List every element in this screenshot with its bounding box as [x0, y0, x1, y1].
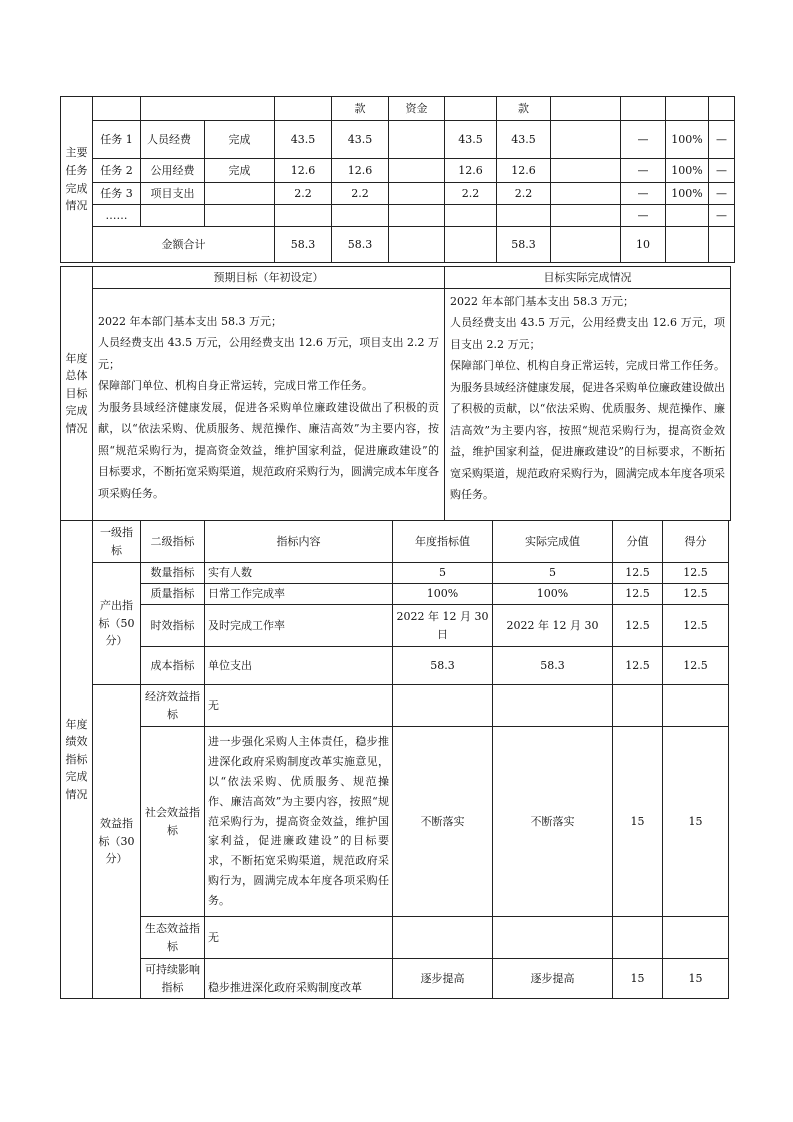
header-cell: [275, 97, 332, 121]
task-id: 任务 2: [93, 159, 141, 183]
task-dash2: —: [709, 183, 735, 205]
header-cell: [445, 97, 497, 121]
actual: 58.3: [493, 647, 613, 685]
task-id: ……: [93, 205, 141, 227]
task-name: 公用经费: [141, 159, 205, 183]
perf-header: 一级指标: [93, 521, 141, 563]
score: 12.5: [613, 605, 663, 647]
target: 不断落实: [393, 727, 493, 917]
score: [613, 685, 663, 727]
total-value: [445, 227, 497, 263]
score: 12.5: [613, 584, 663, 605]
perf-header: 二级指标: [141, 521, 205, 563]
score: [613, 917, 663, 959]
perf-row: [61, 727, 729, 917]
task-value: [389, 121, 445, 159]
task-row: [61, 183, 735, 205]
target: 58.3: [393, 647, 493, 685]
task-status: 完成: [205, 159, 275, 183]
task-value: [551, 183, 621, 205]
task-value: [389, 159, 445, 183]
level2: 经济效益指标: [141, 685, 205, 727]
total-dash2: [709, 227, 735, 263]
got: 15: [663, 727, 729, 917]
task-name: [141, 205, 205, 227]
actual: 5: [493, 563, 613, 584]
header-cell: 资金: [389, 97, 445, 121]
header-cell: [709, 97, 735, 121]
perf-header: 分值: [613, 521, 663, 563]
header-cell: [666, 97, 709, 121]
perf-header: 指标内容: [205, 521, 393, 563]
task-id: 任务 1: [93, 121, 141, 159]
content: 稳步推进深化政府采购制度改革: [205, 959, 393, 999]
task-row: [61, 159, 735, 183]
task-row: [61, 121, 735, 159]
task-pct: 100%: [666, 183, 709, 205]
actual: [493, 685, 613, 727]
perf-row: [61, 959, 729, 999]
task-dash: —: [621, 205, 666, 227]
score: 12.5: [613, 647, 663, 685]
task-value: [389, 205, 445, 227]
content: 进一步强化采购人主体责任，稳步推进深化政府采购制度改革实施意见，以“依法采购、优质服务、规范操作、廉洁高效”为主要内容，按照“规范采购行为，提高资金效益，维护国家利益，促进廉政建设”的目标要求，不断拓宽采购渠道，规范政府采购行为，圆满完成本年度各项采购任务。: [205, 727, 393, 917]
level2: 可持续影响指标: [141, 959, 205, 999]
task-status: [205, 205, 275, 227]
task-row: [61, 205, 735, 227]
perf-row: [61, 605, 729, 647]
score: 12.5: [613, 563, 663, 584]
total-label: 金额合计: [93, 227, 275, 263]
level2: 质量指标: [141, 584, 205, 605]
actual: 逐步提高: [493, 959, 613, 999]
perf-row: [61, 917, 729, 959]
task-value: 43.5: [497, 121, 551, 159]
total-value: 58.3: [275, 227, 332, 263]
got: 15: [663, 959, 729, 999]
task-pct: 100%: [666, 159, 709, 183]
output-group-label: 产出指标（50分）: [93, 563, 141, 685]
task-value: [275, 205, 332, 227]
content: 无: [205, 917, 393, 959]
perf-row: [61, 647, 729, 685]
target: 5: [393, 563, 493, 584]
got: 12.5: [663, 584, 729, 605]
task-dash2: —: [709, 159, 735, 183]
task-value: 12.6: [332, 159, 389, 183]
content: 及时完成工作率: [205, 605, 393, 647]
task-pct: 100%: [666, 121, 709, 159]
perf-header-row: [61, 521, 729, 563]
perf-row: [61, 584, 729, 605]
task-side-label: 主要任务完成情况: [61, 97, 93, 263]
perf-header: 年度指标值: [393, 521, 493, 563]
task-value: [332, 205, 389, 227]
level2: 时效指标: [141, 605, 205, 647]
got: [663, 917, 729, 959]
score: 15: [613, 959, 663, 999]
task-value: [551, 205, 621, 227]
got: [663, 685, 729, 727]
target: 100%: [393, 584, 493, 605]
task-dash: —: [621, 121, 666, 159]
task-value: [551, 159, 621, 183]
task-value: 2.2: [497, 183, 551, 205]
level2: 数量指标: [141, 563, 205, 584]
task-dash: —: [621, 159, 666, 183]
got: 12.5: [663, 647, 729, 685]
expected-header: 预期目标（年初设定）: [93, 267, 445, 289]
task-value: 43.5: [332, 121, 389, 159]
target: 2022 年 12 月 30 日: [393, 605, 493, 647]
actual: [493, 917, 613, 959]
goal-side-label: 年度总体目标完成情况: [61, 267, 93, 521]
total-value: 58.3: [332, 227, 389, 263]
annual-goal-table: [60, 266, 731, 521]
task-value: [445, 205, 497, 227]
goal-body-row: [61, 289, 731, 521]
perf-header: 实际完成值: [493, 521, 613, 563]
task-name: 项目支出: [141, 183, 205, 205]
header-cell: [93, 97, 141, 121]
header-cell: [621, 97, 666, 121]
task-id: 任务 3: [93, 183, 141, 205]
perf-header: 得分: [663, 521, 729, 563]
header-cell: 款: [497, 97, 551, 121]
total-value: 58.3: [497, 227, 551, 263]
actual-header: 目标实际完成情况: [445, 267, 731, 289]
got: 12.5: [663, 563, 729, 584]
task-completion-table: [60, 96, 735, 263]
task-value: 43.5: [275, 121, 332, 159]
actual: 不断落实: [493, 727, 613, 917]
task-value: 2.2: [332, 183, 389, 205]
total-score: 10: [621, 227, 666, 263]
actual: 100%: [493, 584, 613, 605]
content: 单位支出: [205, 647, 393, 685]
task-value: [497, 205, 551, 227]
actual: 2022 年 12 月 30: [493, 605, 613, 647]
actual-text: 2022 年本部门基本支出 58.3 万元； 人员经费支出 43.5 万元，公用经费支出 12.6 万元，项目支出 2.2 万元； 保障部门单位、机构自身正常运转，完成日常工作任务。 为服务县域经济健康发展，促进各采购单位廉政建设做出了积极的贡献，以“依法采购、优质服务、规范操作、廉洁高效”为主要内容，按照“规范采购行为，提高资金效益，维护国家利益，促进廉政建设”的目标要求，不断拓宽采购渠道，规范政府采购行为，圆满完成本年度各项采购任务。: [445, 289, 731, 521]
task-dash2: —: [709, 205, 735, 227]
task-status: 完成: [205, 121, 275, 159]
header-cell: [141, 97, 275, 121]
task-value: 43.5: [445, 121, 497, 159]
performance-table: [60, 520, 729, 999]
level2: 社会效益指标: [141, 727, 205, 917]
content: 日常工作完成率: [205, 584, 393, 605]
task-dash2: —: [709, 121, 735, 159]
perf-row: [61, 685, 729, 727]
level2: 成本指标: [141, 647, 205, 685]
perf-side-label: 年度绩效指标完成情况: [61, 521, 93, 999]
task-value: 12.6: [275, 159, 332, 183]
task-value: 2.2: [275, 183, 332, 205]
header-cell: [551, 97, 621, 121]
task-value: 2.2: [445, 183, 497, 205]
header-cell: 款: [332, 97, 389, 121]
task-value: [389, 183, 445, 205]
task-name: 人员经费: [141, 121, 205, 159]
total-value: [389, 227, 445, 263]
task-dash: —: [621, 183, 666, 205]
expected-text: 2022 年本部门基本支出 58.3 万元； 人员经费支出 43.5 万元，公用经费支出 12.6 万元，项目支出 2.2 万元； 保障部门单位、机构自身正常运转，完成日常工作任务。 为服务县域经济健康发展，促进各采购单位廉政建设做出了积极的贡献，以“依法采购、优质服务、规范操作、廉洁高效”为主要内容，按照“规范采购行为，提高资金效益，维护国家利益，促进廉政建设”的目标要求，不断拓宽采购渠道，规范政府采购行为，圆满完成本年度各项采购任务。: [93, 289, 445, 521]
target: [393, 685, 493, 727]
level2: 生态效益指标: [141, 917, 205, 959]
total-value: [551, 227, 621, 263]
task-pct: [666, 205, 709, 227]
task-status: [205, 183, 275, 205]
content: 无: [205, 685, 393, 727]
task-value: 12.6: [497, 159, 551, 183]
content: 实有人数: [205, 563, 393, 584]
task-header-row: [61, 97, 735, 121]
target: [393, 917, 493, 959]
target: 逐步提高: [393, 959, 493, 999]
goal-header-row: [61, 267, 731, 289]
benefit-group-label: 效益指标（30分）: [93, 685, 141, 999]
task-total-row: [61, 227, 735, 263]
total-pct: [666, 227, 709, 263]
perf-row: [61, 563, 729, 584]
got: 12.5: [663, 605, 729, 647]
task-value: 12.6: [445, 159, 497, 183]
score: 15: [613, 727, 663, 917]
task-value: [551, 121, 621, 159]
